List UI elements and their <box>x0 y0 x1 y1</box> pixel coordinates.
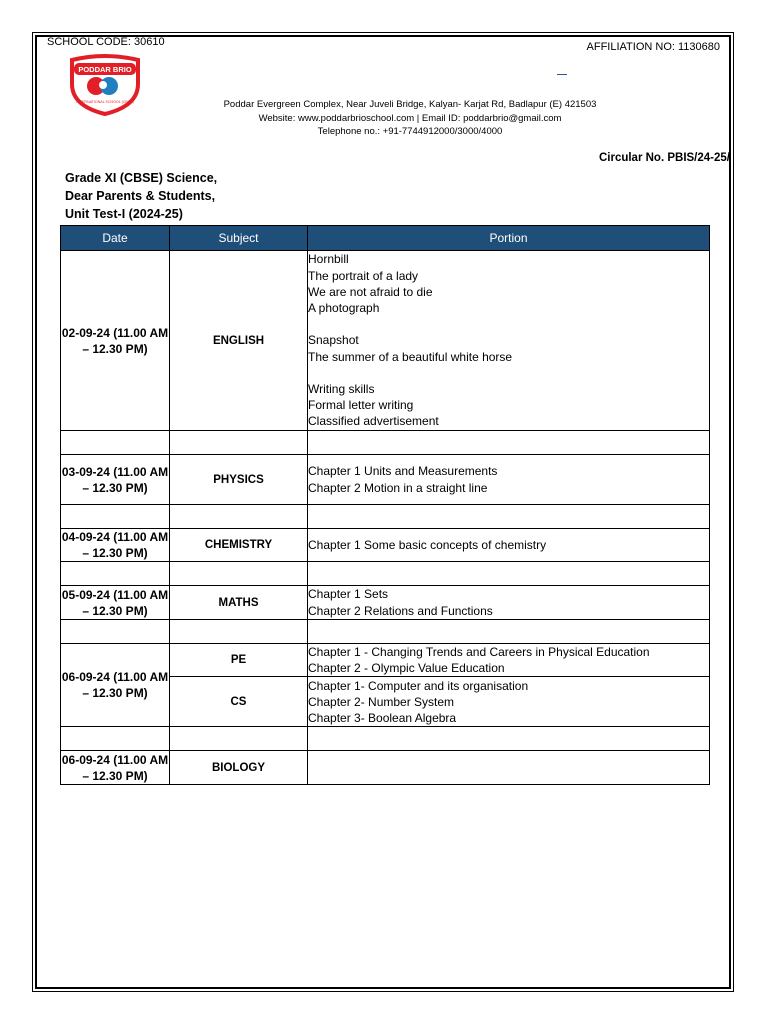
portion-item: A photograph <box>308 301 380 315</box>
portion-cell <box>308 644 710 677</box>
date-cell: 02-09-24 (11.00 AM – 12.30 PM) <box>61 251 170 431</box>
link-mark <box>557 74 567 75</box>
portion-gap <box>308 365 709 381</box>
subject-cell: PHYSICS <box>170 455 308 505</box>
school-code: SCHOOL CODE: 30610 <box>47 36 165 48</box>
portion-cell <box>308 251 710 431</box>
portion-gap <box>308 316 709 332</box>
portion-item: The portrait of a lady <box>308 268 419 283</box>
date-cell: 04-09-24 (11.00 AM – 12.30 PM) <box>61 530 169 560</box>
portion-cell <box>308 586 710 620</box>
spacer-row <box>61 562 710 586</box>
header-portion: Portion <box>308 226 710 251</box>
portion-item: Formal letter writing <box>308 398 414 413</box>
logo-title: PODDAR BRIO <box>78 65 132 74</box>
portion-cell <box>308 455 710 505</box>
portion-item: The summer of a beautiful white horse <box>308 349 513 364</box>
logo-subtitle: INTERNATIONAL SCHOOL (CBSE) <box>76 100 134 104</box>
subject-cell: CS <box>170 677 308 727</box>
portion-item: Chapter 2 Relations and Functions <box>308 603 493 618</box>
portion-item: Chapter 2 - Olympic Value Education <box>308 661 505 676</box>
subject-cell: BIOLOGY <box>170 751 308 785</box>
telephone-line: Telephone no.: +91-7744912000/3000/4000 <box>317 126 503 137</box>
table-row <box>61 751 710 785</box>
affiliation-number: AFFILIATION NO: 1130680 <box>586 41 720 53</box>
circular-number: Circular No. PBIS/24-25/ <box>598 152 730 164</box>
table-row <box>61 586 710 620</box>
portion-cell <box>308 751 710 785</box>
table-row <box>61 251 710 431</box>
table-row <box>61 455 710 505</box>
portion-item: Chapter 1 - Changing Trends and Careers in Physical Education <box>308 645 650 659</box>
portion-item: Chapter 1 Sets <box>308 587 389 602</box>
portion-item: Chapter 3- Boolean Algebra <box>308 711 457 725</box>
spacer-row <box>61 431 710 455</box>
intro-block <box>65 169 217 223</box>
date-cell: 06-09-24 (11.00 AM – 12.30 PM) <box>61 752 169 783</box>
table-header-row <box>61 226 710 251</box>
salutation-line: Dear Parents & Students, <box>65 189 216 203</box>
portion-cell <box>308 677 710 727</box>
date-cell: 03-09-24 (11.00 AM – 12.30 PM) <box>61 455 170 505</box>
grade-line: Grade XI (CBSE) Science, <box>65 171 218 185</box>
date-cell: 06-09-24 (11.00 AM – 12.30 PM) <box>61 644 170 727</box>
portion-item: We are not afraid to die <box>308 284 433 299</box>
table-row <box>61 529 710 562</box>
exam-title: Unit Test-I (2024-25) <box>65 207 183 221</box>
spacer-row <box>61 505 710 529</box>
portion-item: Writing skills <box>308 381 375 396</box>
portion-item: Snapshot <box>308 333 359 348</box>
portion-item: Chapter 1- Computer and its organisation <box>308 678 529 693</box>
address-block <box>130 98 690 139</box>
website-email-line: Website: www.poddarbrioschool.com | Email ID: poddarbrio@gmail.com <box>258 112 562 124</box>
portion-item: Chapter 1 Units and Measurements <box>308 464 498 479</box>
subject-cell: MATHS <box>170 586 308 620</box>
exam-schedule-table <box>60 225 710 785</box>
portion-item: Hornbill <box>308 252 349 267</box>
portion-item: Chapter 1 Some basic concepts of chemistry <box>308 537 547 552</box>
date-cell: 05-09-24 (11.00 AM – 12.30 PM) <box>61 587 169 618</box>
header-subject: Subject <box>170 226 308 251</box>
spacer-row <box>61 727 710 751</box>
portion-item: Chapter 2 Motion in a straight line <box>308 480 488 495</box>
portion-cell <box>308 529 710 562</box>
subject-cell: PE <box>170 644 308 677</box>
portion-item: Classified advertisement <box>308 414 439 429</box>
header-date: Date <box>61 226 170 251</box>
portion-item: Chapter 2- Number System <box>308 694 455 709</box>
subject-cell: CHEMISTRY <box>170 529 308 562</box>
address-line: Poddar Evergreen Complex, Near Juveli Bridge, Kalyan- Karjat Rd, Badlapur (E) 421503 <box>223 99 597 110</box>
table-row <box>61 644 710 677</box>
subject-cell: ENGLISH <box>170 251 308 431</box>
spacer-row <box>61 620 710 644</box>
